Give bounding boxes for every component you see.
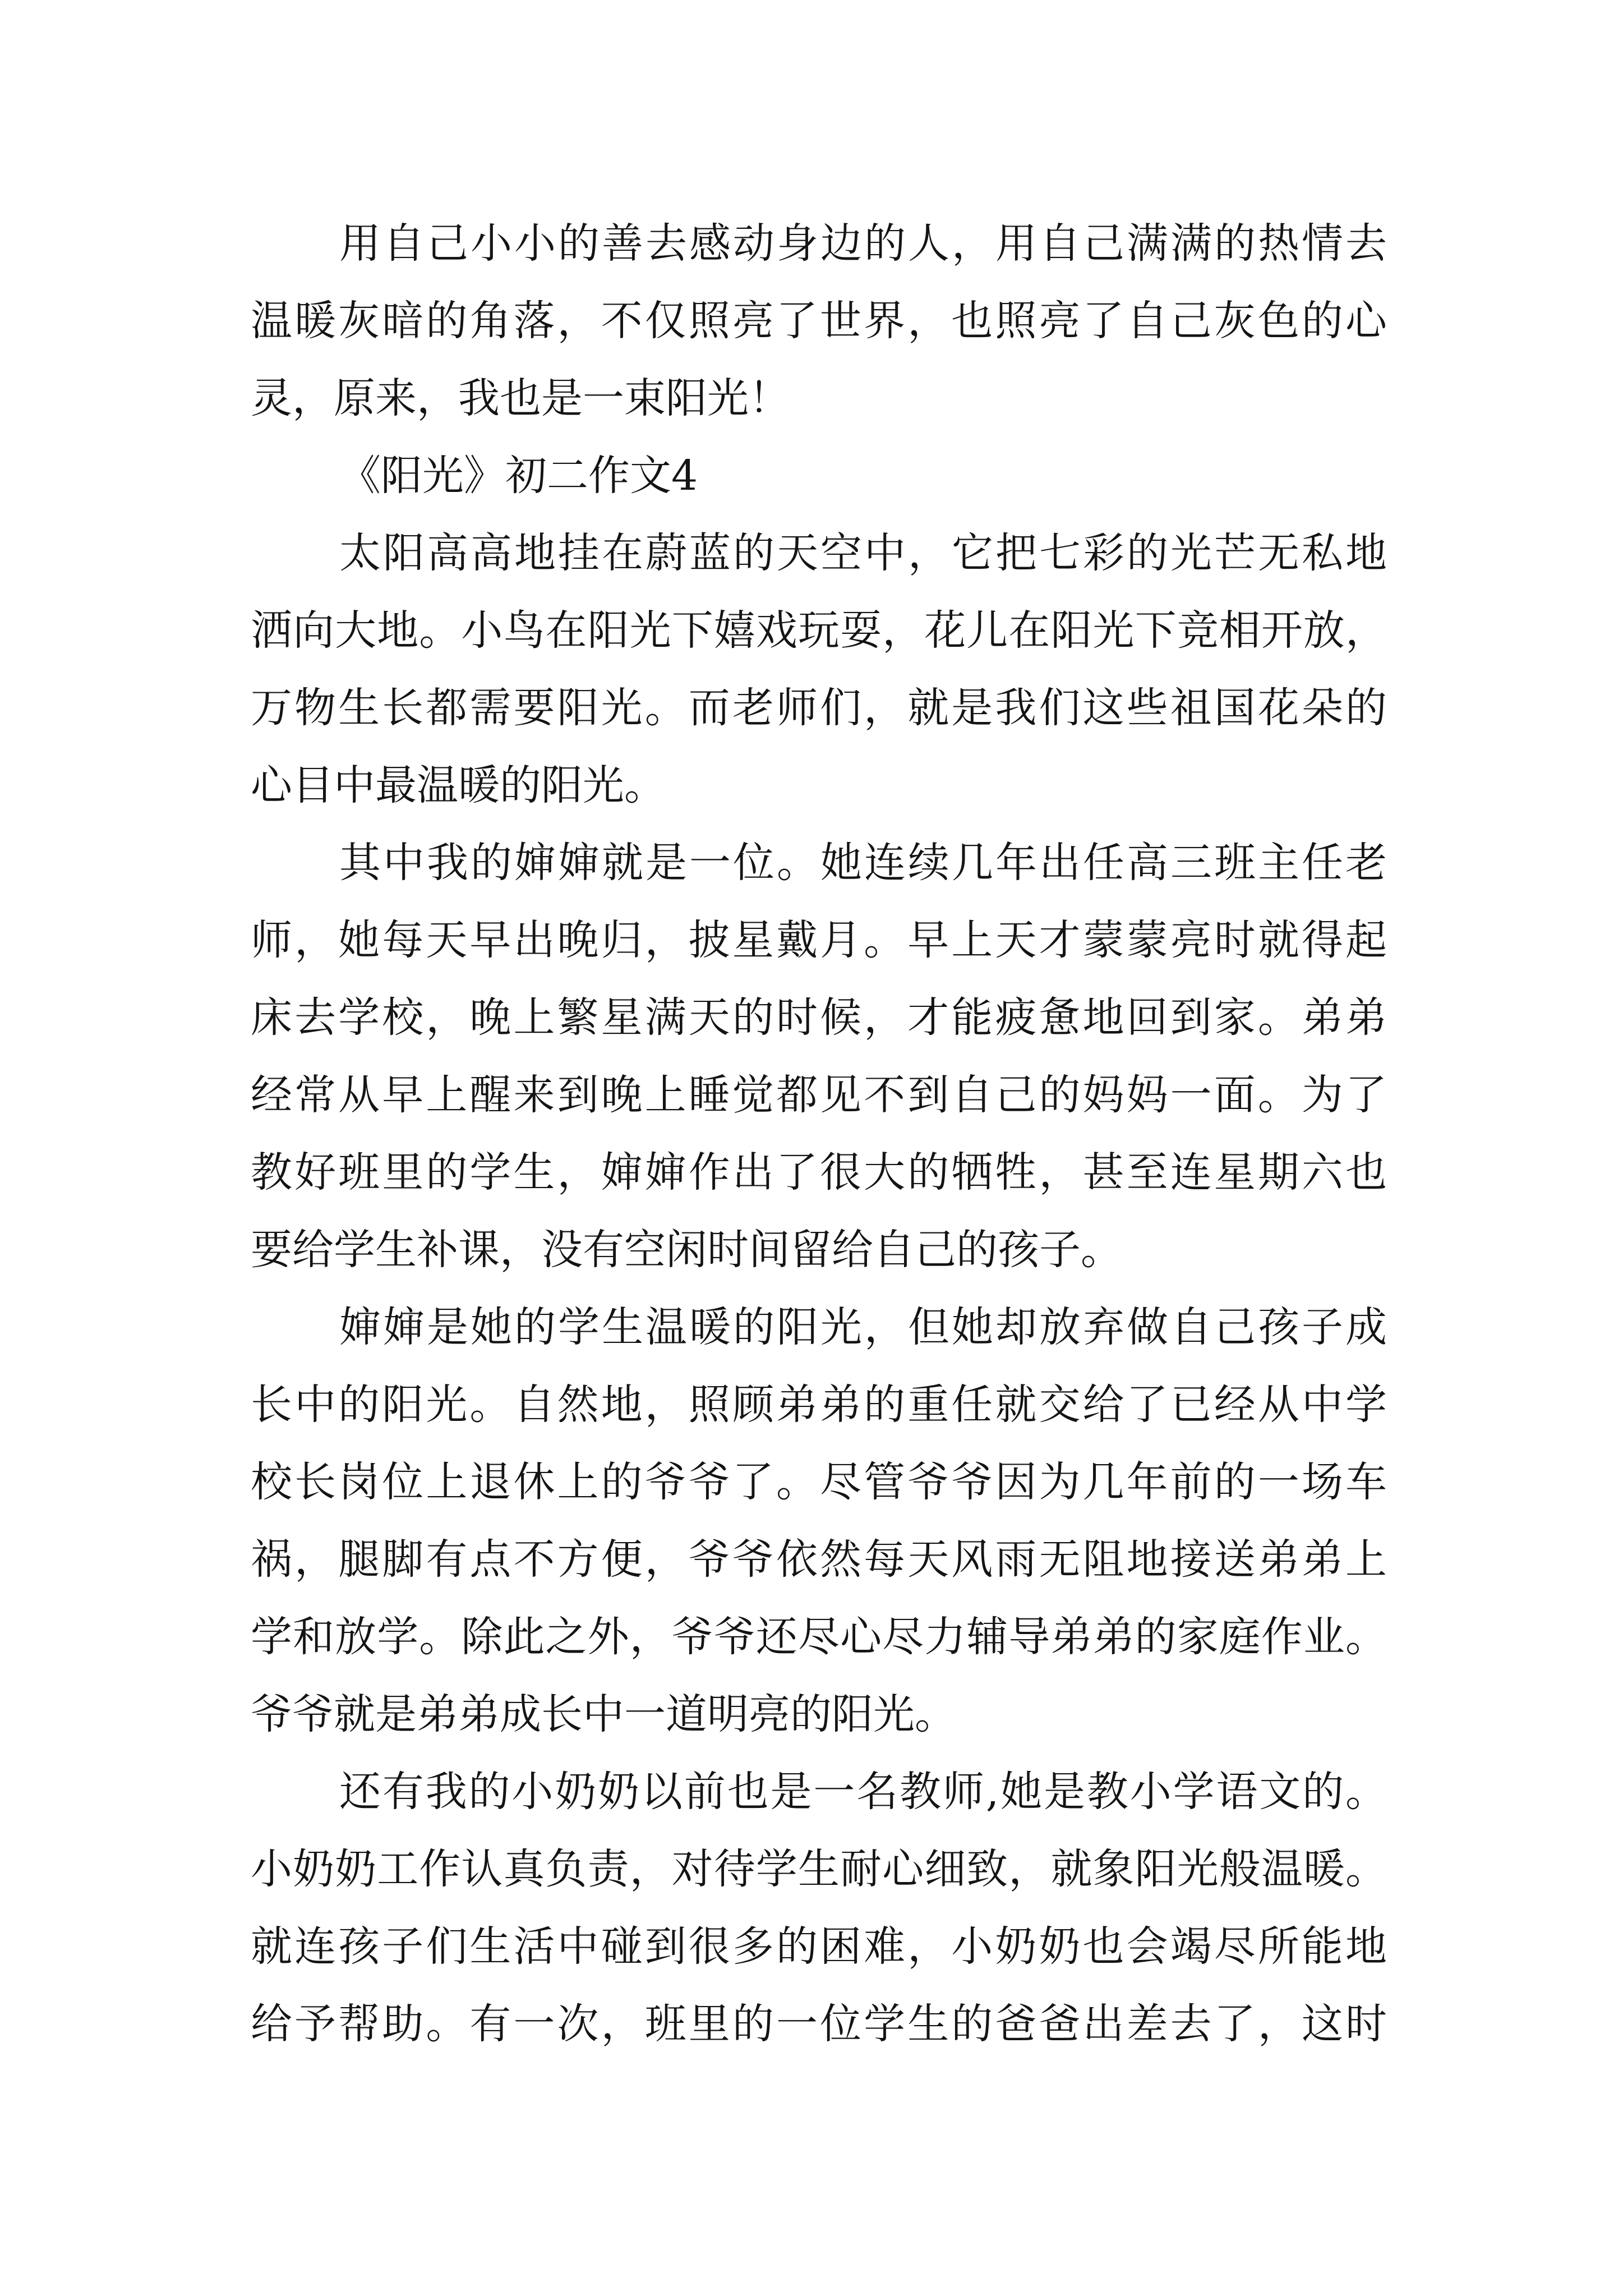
text-line: 爷爷就是弟弟成长中一道明亮的阳光。 xyxy=(251,1690,956,1738)
text-line: 给予帮助。有一次，班里的一位学生的爸爸出差去了，这时 xyxy=(251,2000,1387,2048)
paragraph xyxy=(251,1753,1387,2063)
paragraph xyxy=(251,1289,1387,1753)
document-body xyxy=(251,205,1387,2063)
text-line: 婶婶是她的学生温暖的阳光，但她却放弃做自己孩子成 xyxy=(339,1303,1387,1351)
paragraph xyxy=(251,514,1387,824)
text-line: 长中的阳光。自然地，照顾弟弟的重任就交给了已经从中学 xyxy=(251,1381,1387,1429)
text-line: 万物生长都需要阳光。而老师们，就是我们这些祖国花朵的 xyxy=(251,684,1387,732)
text-line: 祸，腿脚有点不方便，爷爷依然每天风雨无阻地接送弟弟上 xyxy=(251,1535,1387,1584)
text-line: 温暖灰暗的角落，不仅照亮了世界，也照亮了自己灰色的心 xyxy=(251,297,1387,345)
paragraph xyxy=(251,205,1387,437)
text-line: 校长岗位上退休上的爷爷了。尽管爷爷因为几年前的一场车 xyxy=(251,1458,1387,1506)
text-line: 灵，原来，我也是一束阳光！ xyxy=(251,374,790,422)
section-heading: 《阳光》初二作文4 xyxy=(339,452,698,500)
text-line: 经常从早上醒来到晚上睡觉都见不到自己的妈妈一面。为了 xyxy=(251,1071,1387,1119)
text-line: 心目中最温暖的阳光。 xyxy=(251,761,666,809)
text-line: 就连孩子们生活中碰到很多的困难，小奶奶也会竭尽所能地 xyxy=(251,1922,1387,1971)
text-line: 太阳高高地挂在蔚蓝的天空中，它把七彩的光芒无私地 xyxy=(339,529,1387,577)
text-line: 教好班里的学生，婶婶作出了很大的牺牲，甚至连星期六也 xyxy=(251,1148,1387,1197)
text-line: 小奶奶工作认真负责，对待学生耐心细致，就象阳光般温暖。 xyxy=(251,1845,1387,1893)
text-line: 师，她每天早出晚归，披星戴月。早上天才蒙蒙亮时就得起 xyxy=(251,916,1387,964)
text-line: 用自己小小的善去感动身边的人，用自己满满的热情去 xyxy=(339,219,1387,268)
paragraph xyxy=(251,824,1387,1289)
text-line: 洒向大地。小鸟在阳光下嬉戏玩耍，花儿在阳光下竞相开放， xyxy=(251,606,1387,655)
text-line: 还有我的小奶奶以前也是一名教师,她是教小学语文的。 xyxy=(339,1768,1387,1816)
text-line: 学和放学。除此之外，爷爷还尽心尽力辅导弟弟的家庭作业。 xyxy=(251,1613,1387,1661)
text-line: 其中我的婶婶就是一位。她连续几年出任高三班主任老 xyxy=(339,839,1387,887)
text-line: 要给学生补课，没有空闲时间留给自己的孩子。 xyxy=(251,1226,1122,1274)
text-line: 床去学校，晚上繁星满天的时候，才能疲惫地回到家。弟弟 xyxy=(251,993,1387,1042)
